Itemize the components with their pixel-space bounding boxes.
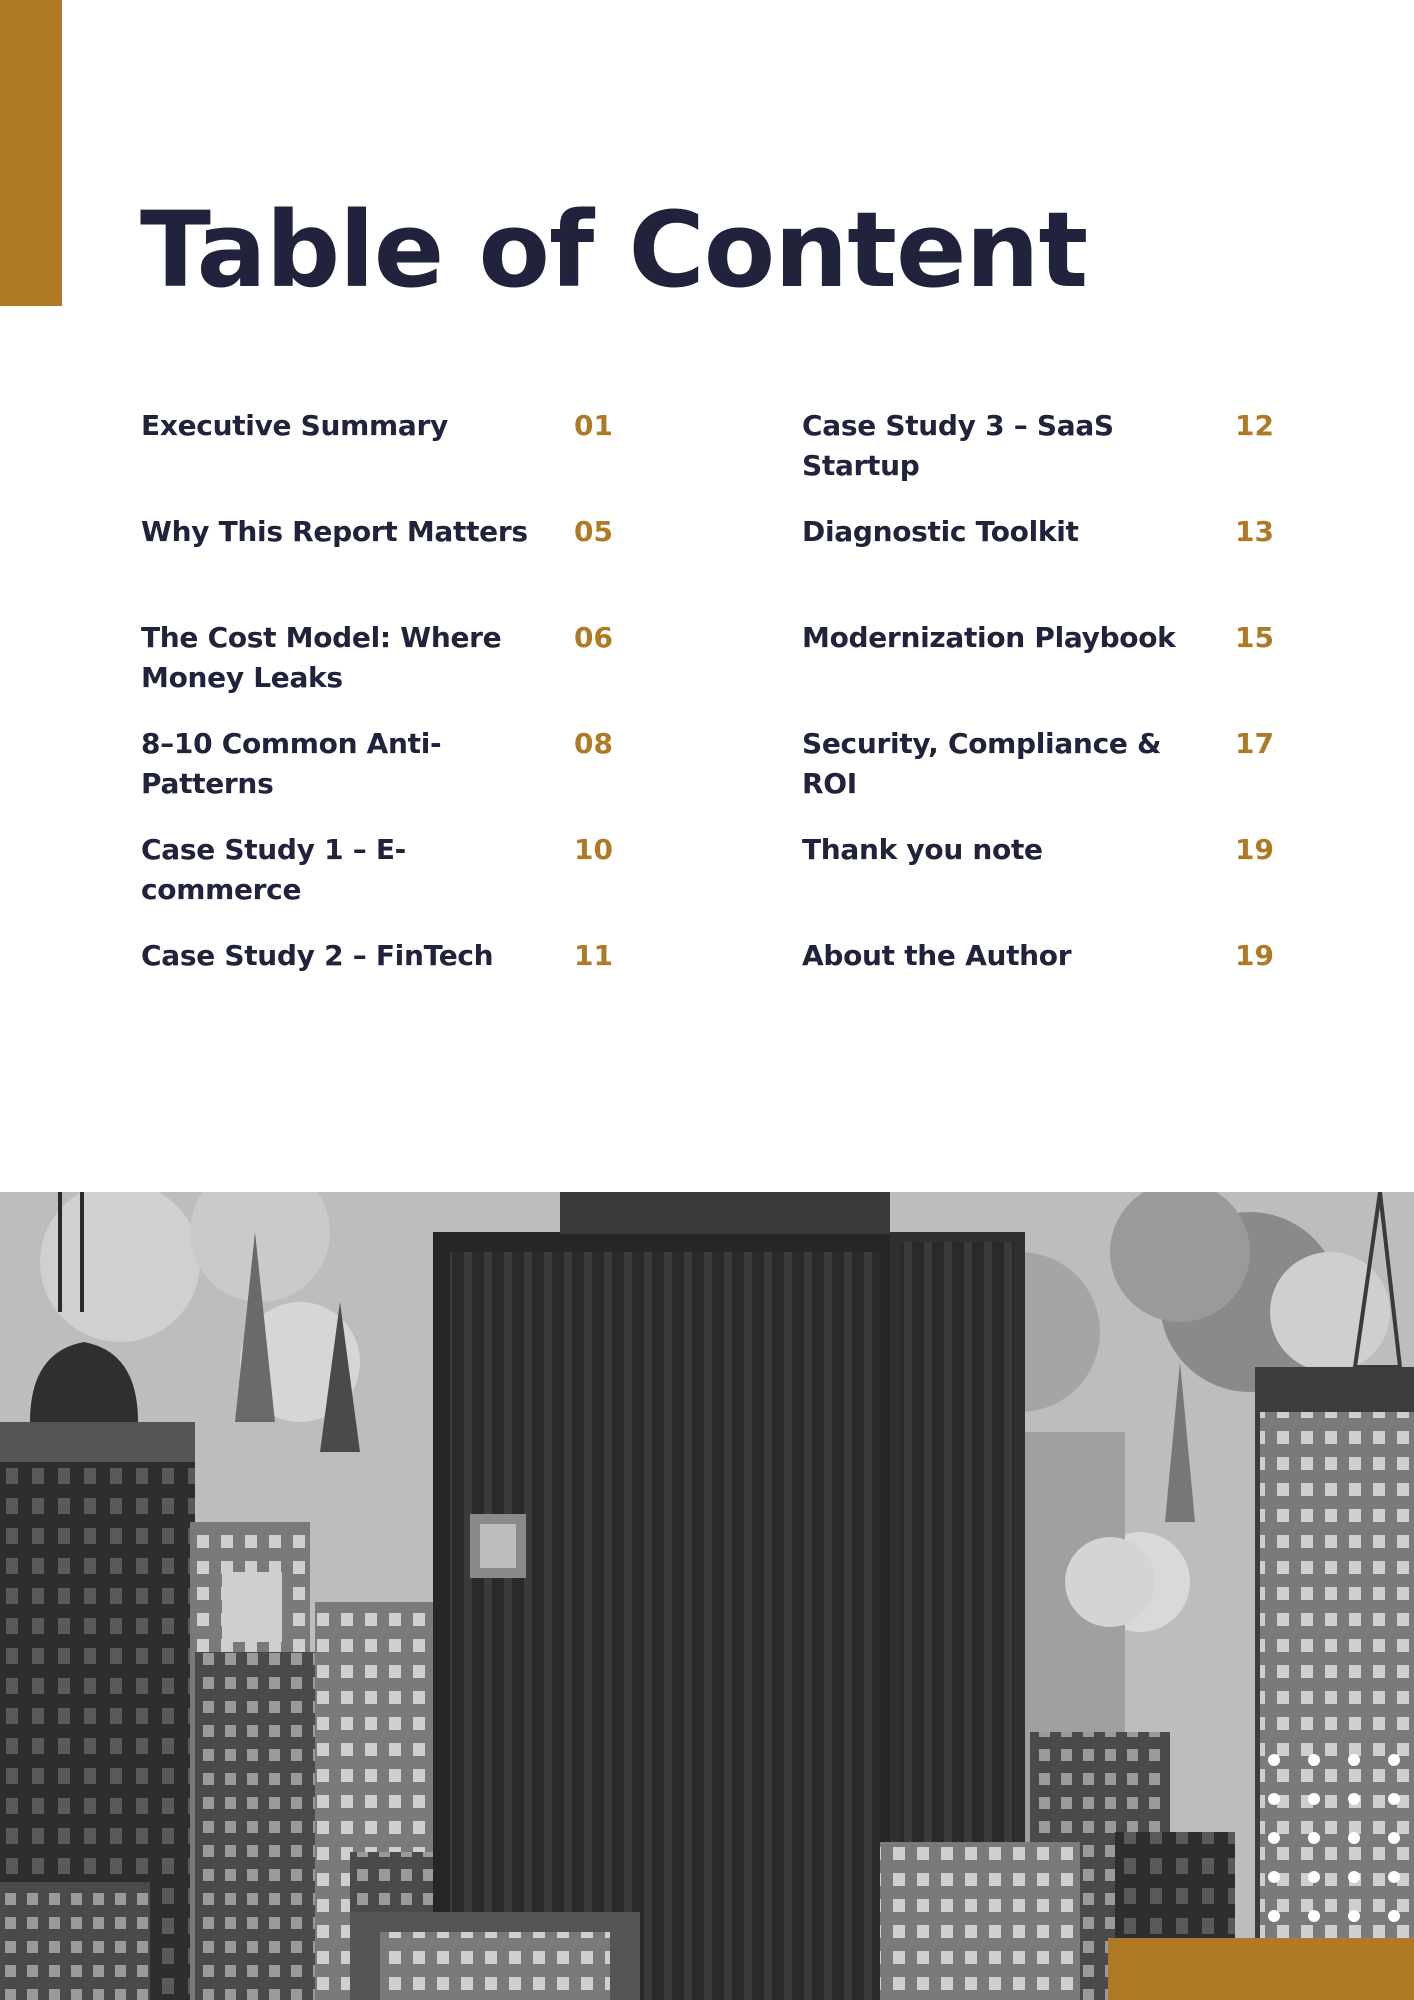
toc-entry-page: 12 [1235,409,1274,442]
toc-entry-label: Case Study 2 – FinTech [141,939,494,972]
toc-entry-page: 19 [1235,939,1274,972]
toc-entry[interactable] [802,512,1274,618]
toc-entry-page: 13 [1235,515,1274,548]
toc-entry[interactable] [802,724,1274,830]
city-skyline-illustration [0,1192,1414,2000]
toc-entry[interactable] [141,406,613,512]
toc-column-left [141,406,613,1042]
toc-entry-label: The Cost Model: Where Money Leaks [141,621,502,694]
toc-column-right [802,406,1274,1042]
toc-entry-page: 17 [1235,727,1274,760]
toc-entry-label: Security, Compliance & ROI [802,727,1162,800]
toc-entry[interactable] [141,936,613,1042]
page-title: Table of Content [140,189,1088,311]
toc-entry[interactable] [141,618,613,724]
toc-entry-page: 08 [574,727,613,760]
toc-entry[interactable] [141,830,613,936]
toc-entry-label: Diagnostic Toolkit [802,515,1079,548]
toc-entry[interactable] [802,618,1274,724]
toc-entry-label: Thank you note [802,833,1043,866]
toc-entry-page: 10 [574,833,613,866]
toc-entry-label: Executive Summary [141,409,448,442]
toc-entry[interactable] [141,512,613,618]
toc-entry[interactable] [802,936,1274,1042]
toc-entry[interactable] [802,406,1274,512]
toc-entry-label: About the Author [802,939,1072,972]
toc-entry-label: Why This Report Matters [141,515,528,548]
toc-entry-page: 15 [1235,621,1274,654]
toc-entry-page: 11 [574,939,613,972]
toc-entry-label: Modernization Playbook [802,621,1176,654]
accent-block [1108,1938,1414,2000]
toc-entry-page: 19 [1235,833,1274,866]
toc-entry-page: 01 [574,409,613,442]
toc-entry-page: 06 [574,621,613,654]
toc-entry-label: Case Study 1 – E-commerce [141,833,407,906]
accent-bar [0,0,62,306]
toc-entry-label: Case Study 3 – SaaS Startup [802,409,1114,482]
toc-entry[interactable] [141,724,613,830]
toc-entry[interactable] [802,830,1274,936]
toc-entry-page: 05 [574,515,613,548]
toc-entry-label: 8–10 Common Anti-Patterns [141,727,442,800]
